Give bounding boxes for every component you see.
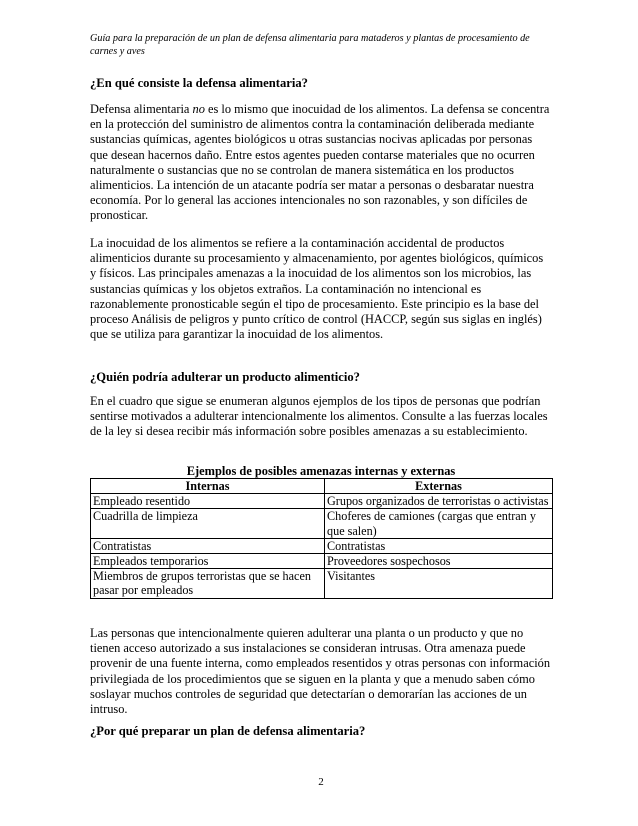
table-row: [91, 494, 553, 509]
table-row: [91, 569, 553, 598]
running-header: Guía para la preparación de un plan de defensa alimentaria para mataderos y plantas de procesamiento de carnes y aves: [90, 33, 530, 57]
threats-table-title: Ejemplos de posibles amenazas internas y externas: [186, 464, 456, 478]
table-cell: Empleados temporarios: [91, 554, 325, 569]
table-row: [91, 554, 553, 569]
table-row: [91, 538, 553, 553]
table-cell: Contratistas: [91, 538, 325, 553]
table-cell: Cuadrilla de limpieza: [91, 509, 325, 538]
table-cell: Empleado resentido: [91, 494, 325, 509]
column-header-external: Externas: [325, 479, 553, 494]
page-number: 2: [318, 776, 324, 788]
section-heading-what-is-food-defense: ¿En qué consiste la defensa alimentaria?: [90, 76, 308, 90]
column-header-internal: Internas: [91, 479, 325, 494]
paragraph-food-safety-definition: La inocuidad de los alimentos se refiere a la contaminación accidental de productos alimenticios durante su procesamiento y almacenamiento, por agentes biológicos, químicos y físicos. Las principales amenazas a la inocuidad de los alimentos son los microbios, las sustancias químicas y los objetos extraños. La contaminación no intencional es razonablemente pronosticable según el tipo de procesamiento. Este principio es la base del proceso Análisis de peligros y punto crítico de control (HACCP, según sus siglas en inglés) que se utiliza para garantizar la inocuidad de los alimentos.: [90, 236, 544, 342]
table-header-row: [91, 479, 553, 494]
paragraph-intruders-and-insiders: Las personas que intencionalmente quieren adulterar una planta o un producto y que no tienen acceso autorizado a sus instalaciones se consideran intrusas. Otra amenaza puede provenir de una fuente interna, como empleados resentidos y otras personas con información privilegiada de los procedimientos que se siguen en la planta y que a menudo saben cómo soslayar muchos controles de seguridad que detectarían o demorarían las acciones de un intruso.: [90, 626, 551, 717]
paragraph-text-post: es lo mismo que inocuidad de los alimentos. La defensa se concentra en la protección del suministro de alimentos contra la contaminación deliberada mediante sustancias químicas, agentes biológicos u otras sustancias nocivas aplicadas por personas que desean hacernos daño. Entre estos agentes pueden contarse materiales que no ocurren naturalmente o sustancias que no se controlan de manera sistemática en los productos alimenticios. La intención de un atacante podría ser matar a personas o desbaratar nuestra economía. Por lo general las acciones intencionales no son razonables, y son difíciles de pronosticar.: [90, 102, 550, 223]
table-cell: Proveedores sospechosos: [325, 554, 553, 569]
paragraph-food-defense-definition: [90, 102, 552, 224]
emphasis-no: no: [192, 102, 205, 116]
table-cell: Contratistas: [325, 538, 553, 553]
table-row: [91, 509, 553, 538]
table-cell: Visitantes: [325, 569, 553, 598]
threats-table: [90, 478, 553, 599]
table-cell: Miembros de grupos terroristas que se hacen pasar por empleados: [91, 569, 325, 598]
section-heading-why-prepare-plan: ¿Por qué preparar un plan de defensa alimentaria?: [90, 724, 366, 738]
table-cell: Grupos organizados de terroristas o activistas: [325, 494, 553, 509]
paragraph-threat-table-intro: En el cuadro que sigue se enumeran algunos ejemplos de los tipos de personas que podrían sentirse motivados a adulterar intencionalmente los alimentos. Consulte a las fuerzas locales de la ley si desea recibir más información sobre posibles amenazas a su establecimiento.: [90, 394, 548, 439]
section-heading-who-could-adulterate: ¿Quién podría adulterar un producto alimenticio?: [90, 370, 360, 384]
paragraph-text-pre: Defensa alimentaria: [90, 102, 193, 116]
table-cell: Choferes de camiones (cargas que entran y que salen): [325, 509, 553, 538]
